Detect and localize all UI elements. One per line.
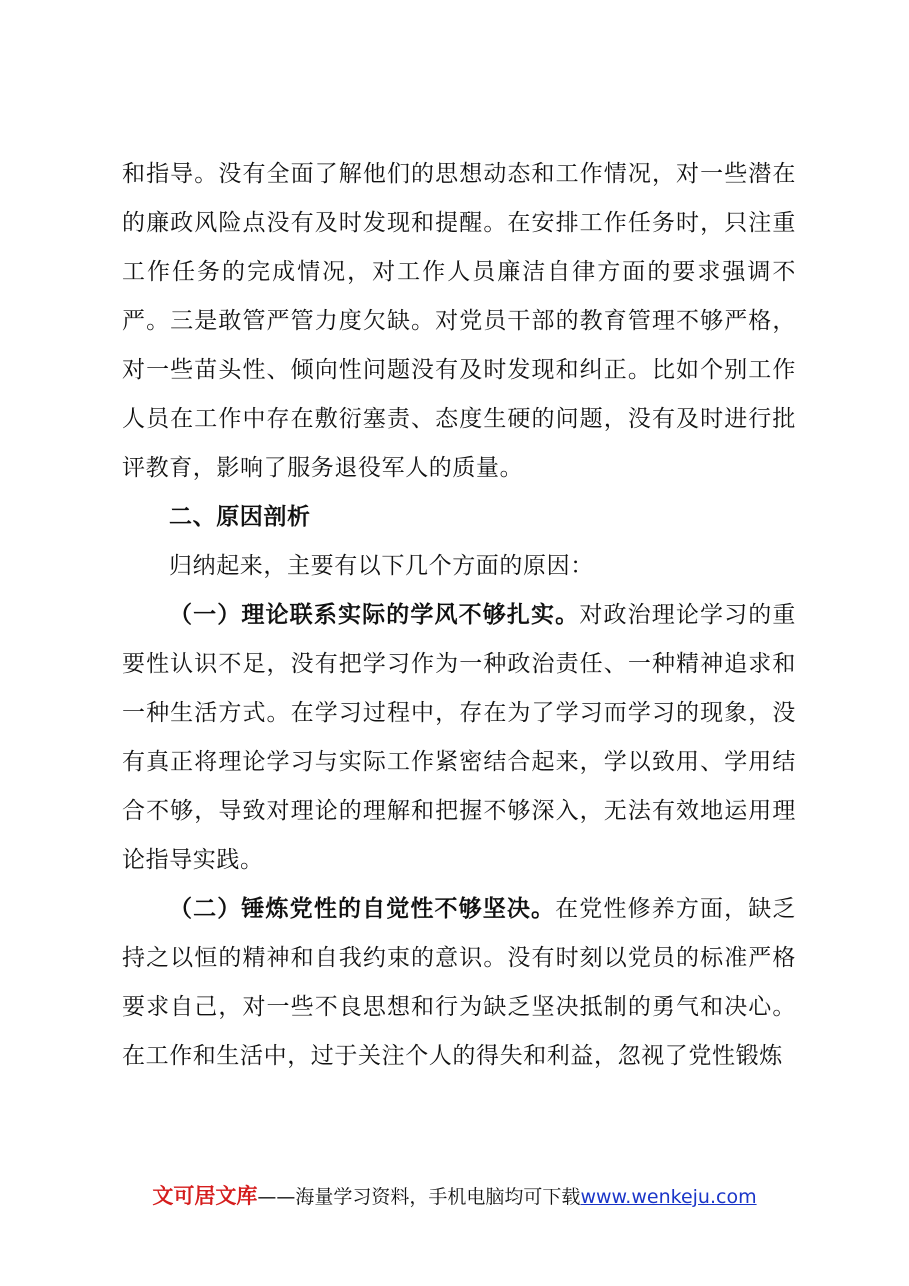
section-heading-cause-analysis: 二、原因剖析 (169, 504, 311, 530)
paragraph-summary: 归纳起来，主要有以下几个方面的原因： (169, 553, 594, 579)
footer-watermark (0, 1181, 909, 1212)
footer-dash: —— (257, 1186, 296, 1208)
paragraph-party-spirit (122, 885, 796, 1081)
paragraph-party-spirit-body: 在党性修养方面，缺乏持之以恒的精神和自我约束的意识。没有时刻以党员的标准严格要求自己，对一些不良思想和行为缺乏坚决抵制的勇气和决心。在工作和生活中，过于关注个人的得失和利益，忽视了党性锻炼 (122, 896, 796, 1069)
footer-description: 海量学习资料，手机电脑均可下载 (295, 1186, 581, 1208)
paragraph-theory-practice-body: 对政治理论学习的重要性认识不足，没有把学习作为一种政治责任、一种精神追求和一种生活方式。在学习过程中，存在为了学习而学习的现象，没有真正将理论学习与实际工作紧密结合起来，学以致用、学用结合不够，导致对理论的理解和把握不够深入，无法有效地运用理论指导实践。 (122, 602, 796, 873)
paragraph-continued: 和指导。没有全面了解他们的思想动态和工作情况，对一些潜在的廉政风险点没有及时发现和提醒。在安排工作任务时，只注重工作任务的完成情况，对工作人员廉洁自律方面的要求强调不严。三是敢管严管力度欠缺。对党员干部的教育管理不够严格，对一些苗头性、倾向性问题没有及时发现和纠正。比如个别工作人员在工作中存在敷衍塞责、态度生硬的问题，没有及时进行批评教育，影响了服务退役军人的质量。 (122, 161, 796, 481)
document-body (122, 150, 796, 1081)
subheading-theory-practice: （一）理论联系实际的学风不够扎实。 (169, 602, 580, 628)
footer-website-link[interactable]: www.wenkeju.com (580, 1186, 757, 1208)
paragraph-theory-practice (122, 591, 796, 885)
footer-brand: 文可居文库 (152, 1184, 258, 1208)
subheading-party-spirit: （二）锤炼党性的自觉性不够坚决。 (169, 896, 556, 922)
